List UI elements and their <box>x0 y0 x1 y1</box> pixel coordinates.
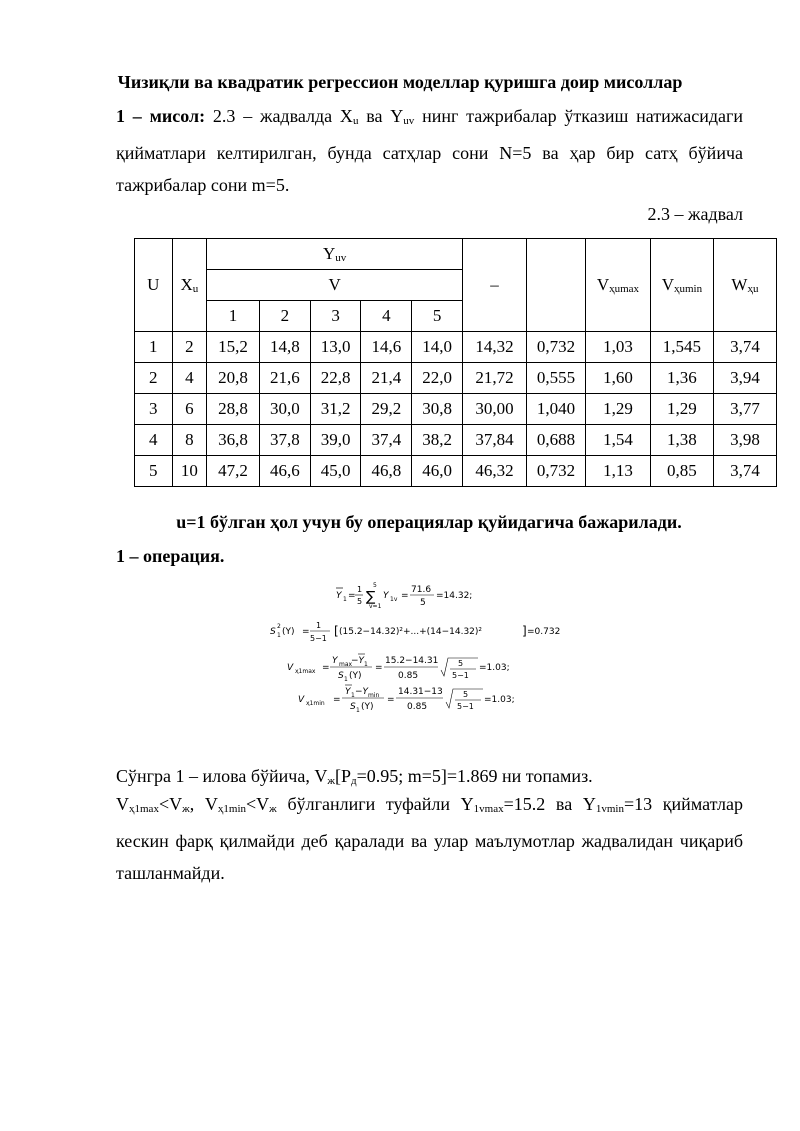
text-run: бўлганлиги туфайли Y <box>276 794 474 814</box>
svg-text:v=1: v=1 <box>369 603 382 610</box>
svg-text:=: = <box>348 591 356 601</box>
svg-text:1: 1 <box>344 676 348 683</box>
svg-text:V: V <box>287 663 294 673</box>
header-v-num: 5 <box>412 301 463 332</box>
table-cell: 0,732 <box>527 332 586 363</box>
table-cell: 38,2 <box>412 425 463 456</box>
table-row <box>135 363 777 394</box>
subscript: д <box>350 775 357 787</box>
formula-vmax <box>287 654 510 683</box>
table-cell: 0,732 <box>527 456 586 487</box>
header-blank <box>527 239 586 332</box>
svg-text:0.85: 0.85 <box>407 702 428 712</box>
table-cell: 10 <box>172 456 207 487</box>
table-row <box>135 425 777 456</box>
svg-text:]: ] <box>522 624 527 638</box>
svg-text:1: 1 <box>316 621 322 630</box>
svg-text:=1.03;: =1.03; <box>484 695 515 705</box>
svg-text:ҳ1min: ҳ1min <box>306 700 325 707</box>
svg-text:Y: Y <box>383 591 389 601</box>
table-cell: 21,72 <box>463 363 527 394</box>
svg-text:1: 1 <box>343 596 347 603</box>
table-cell: 6 <box>172 394 207 425</box>
subscript: 1vmin <box>595 803 624 815</box>
table-cell: 14,32 <box>463 332 527 363</box>
svg-text:=1.03;: =1.03; <box>479 663 510 673</box>
svg-text:ҳ1max: ҳ1max <box>295 668 316 675</box>
svg-text:14.31−13: 14.31−13 <box>398 687 443 697</box>
svg-text:5−1: 5−1 <box>310 634 327 643</box>
page-heading: Чизиқли ва квадратик регрессион моделлар қуришга доир мисоллар <box>117 72 683 92</box>
table-cell: 3 <box>135 394 173 425</box>
table-cell: 21,6 <box>259 363 310 394</box>
svg-text:max: max <box>339 661 353 668</box>
formula-mean <box>336 582 472 610</box>
table-cell: 14,6 <box>361 332 412 363</box>
svg-text:Y: Y <box>332 656 338 666</box>
table-row <box>135 332 777 363</box>
table-cell: 36,8 <box>207 425 260 456</box>
section-subheading: u=1 бўлган ҳол учун бу операциялар қуйидагича бажарилади. <box>176 512 682 532</box>
text-run: V <box>116 794 129 814</box>
svg-text:=: = <box>401 591 409 601</box>
svg-text:5: 5 <box>463 690 469 699</box>
table-cell: 3,74 <box>713 332 776 363</box>
header-vmin: $V_{ҳumin}$ <box>650 239 713 332</box>
header-y: $Y_{uv}$ <box>207 239 463 270</box>
text-run: <V <box>158 794 183 814</box>
header-v-num: 1 <box>207 301 260 332</box>
svg-text:1v: 1v <box>390 596 398 603</box>
svg-text:[: [ <box>334 624 339 638</box>
table-body <box>135 332 777 487</box>
table-cell: 29,2 <box>361 394 412 425</box>
header-v-num: 2 <box>259 301 310 332</box>
table-cell: 46,8 <box>361 456 412 487</box>
svg-text:71.6: 71.6 <box>411 585 432 595</box>
subscript: ж <box>327 775 335 787</box>
header-row <box>135 239 777 270</box>
text-run: ва Y <box>358 106 404 126</box>
header-u: U <box>135 239 173 332</box>
svg-text:=0.732: =0.732 <box>527 627 561 637</box>
table-cell: 2 <box>172 332 207 363</box>
table-cell: 0,555 <box>527 363 586 394</box>
table-cell: 30,0 <box>259 394 310 425</box>
svg-text:S: S <box>350 702 356 712</box>
table-cell: 1,29 <box>585 394 650 425</box>
svg-text:5: 5 <box>357 597 363 606</box>
svg-text:−Y: −Y <box>351 656 365 666</box>
header-v: V <box>207 270 463 301</box>
subscript: ж <box>269 803 277 815</box>
text-run: =15.2 ва Y <box>503 794 596 814</box>
table-cell: 1,03 <box>585 332 650 363</box>
table-cell: 37,8 <box>259 425 310 456</box>
table-cell: 30,8 <box>412 394 463 425</box>
example-paragraph <box>116 100 743 201</box>
header-v-num: 3 <box>310 301 361 332</box>
table-cell: 22,8 <box>310 363 361 394</box>
header-x: $X_u$ <box>172 239 207 332</box>
table-cell: 46,0 <box>412 456 463 487</box>
table-cell: 28,8 <box>207 394 260 425</box>
svg-text:0.85: 0.85 <box>398 671 419 681</box>
example-label: 1 – мисол: <box>116 106 206 126</box>
table-cell: 0,688 <box>527 425 586 456</box>
table-cell: 3,98 <box>713 425 776 456</box>
table-cell: 1,60 <box>585 363 650 394</box>
svg-text:1: 1 <box>277 632 281 639</box>
text-run: =13 қийматлар кескин фарқ қилмайди деб қаралади ва улар маълумотлар жадвалидан чиқариб ташланмайди. <box>116 794 743 883</box>
svg-text:−Y: −Y <box>355 687 369 697</box>
text-run: , V <box>189 794 218 814</box>
svg-text:2: 2 <box>277 623 281 630</box>
table-cell: 21,4 <box>361 363 412 394</box>
header-mean: – <box>463 239 527 332</box>
table-cell: 45,0 <box>310 456 361 487</box>
table-cell: 2 <box>135 363 173 394</box>
subscript: ж <box>182 803 190 815</box>
svg-text:S: S <box>270 627 276 637</box>
svg-text:1: 1 <box>351 692 355 699</box>
subscript: u <box>352 115 359 127</box>
formula-block <box>250 578 610 713</box>
table-cell: 14,8 <box>259 332 310 363</box>
svg-text:(Y): (Y) <box>349 671 362 681</box>
svg-text:=: = <box>302 627 310 637</box>
table-cell: 3,94 <box>713 363 776 394</box>
subscript: ҳ1min <box>217 803 247 815</box>
table-cell: 8 <box>172 425 207 456</box>
data-table <box>134 238 777 487</box>
svg-text:1: 1 <box>364 661 368 668</box>
header-v-num: 4 <box>361 301 412 332</box>
table-row <box>135 394 777 425</box>
text-run: нинг тажрибалар ўтказиш натижасидаги қийматлари келтирилган, бунда сатҳлар сони N=5 ва ҳар бир сатҳ бўйича тажрибалар сони m=5. <box>116 106 744 195</box>
header-vmax: $V_{ҳumax}$ <box>585 239 650 332</box>
table-cell: 46,6 <box>259 456 310 487</box>
table-cell: 22,0 <box>412 363 463 394</box>
svg-text:Y: Y <box>336 591 342 601</box>
table-cell: 31,2 <box>310 394 361 425</box>
table-cell: 1,13 <box>585 456 650 487</box>
svg-text:Y: Y <box>345 687 351 697</box>
svg-text:15.2−14.31: 15.2−14.31 <box>385 656 439 666</box>
table-cell: 46,32 <box>463 456 527 487</box>
formula-variance <box>270 621 560 643</box>
svg-text:(Y): (Y) <box>361 702 374 712</box>
header-w: $W_{ҳu}$ <box>713 239 776 332</box>
svg-text:=14.32;: =14.32; <box>436 591 473 601</box>
svg-text:V: V <box>298 695 305 705</box>
svg-text:(15.2−14.32)²+...+(14−14.32)²: (15.2−14.32)²+...+(14−14.32)² <box>339 627 483 637</box>
table-cell: 3,77 <box>713 394 776 425</box>
formula-vmin <box>298 685 515 713</box>
text-run: <V <box>246 794 270 814</box>
table-cell: 3,74 <box>713 456 776 487</box>
table-cell: 20,8 <box>207 363 260 394</box>
table-cell: 1,29 <box>650 394 713 425</box>
table-cell: 1,38 <box>650 425 713 456</box>
text-run: 2.3 – жадвалда X <box>212 106 353 126</box>
svg-text:=: = <box>375 663 383 673</box>
table-cell: 13,0 <box>310 332 361 363</box>
text-run: Сўнгра 1 – илова бўйича, V <box>116 766 328 786</box>
text-run: [P <box>334 766 351 786</box>
table-cell: 37,84 <box>463 425 527 456</box>
svg-text:S: S <box>338 671 344 681</box>
table-row <box>135 456 777 487</box>
svg-text:=: = <box>322 663 330 673</box>
table-cell: 0,85 <box>650 456 713 487</box>
svg-text:∑: ∑ <box>366 589 376 605</box>
paragraph-conclusion <box>116 788 743 889</box>
operation-heading: 1 – операция. <box>116 546 225 566</box>
svg-text:1: 1 <box>356 707 360 713</box>
svg-text:5: 5 <box>458 659 464 668</box>
svg-text:5: 5 <box>420 598 426 608</box>
svg-text:5: 5 <box>373 582 377 589</box>
table-cell: 1,36 <box>650 363 713 394</box>
subscript: ҳ1max <box>129 803 159 815</box>
svg-text:(Y): (Y) <box>282 627 295 637</box>
table-cell: 1,545 <box>650 332 713 363</box>
table-caption: 2.3 – жадвал <box>647 204 743 224</box>
table-cell: 37,4 <box>361 425 412 456</box>
table-cell: 14,0 <box>412 332 463 363</box>
subscript: uv <box>403 115 415 127</box>
table-cell: 15,2 <box>207 332 260 363</box>
svg-text:5−1: 5−1 <box>457 702 474 711</box>
svg-text:1: 1 <box>357 585 363 594</box>
table-cell: 1,040 <box>527 394 586 425</box>
table-cell: 30,00 <box>463 394 527 425</box>
svg-text:5−1: 5−1 <box>452 671 469 680</box>
table-cell: 1 <box>135 332 173 363</box>
table-cell: 5 <box>135 456 173 487</box>
svg-text:=: = <box>333 695 341 705</box>
table-cell: 1,54 <box>585 425 650 456</box>
table-cell: 4 <box>135 425 173 456</box>
table-cell: 39,0 <box>310 425 361 456</box>
table-cell: 47,2 <box>207 456 260 487</box>
svg-text:=: = <box>387 695 395 705</box>
text-run: =0.95; m=5]=1.869 ни топамиз. <box>356 766 593 786</box>
table-cell: 4 <box>172 363 207 394</box>
subscript: 1vmax <box>473 803 504 815</box>
svg-text:min: min <box>368 692 380 699</box>
